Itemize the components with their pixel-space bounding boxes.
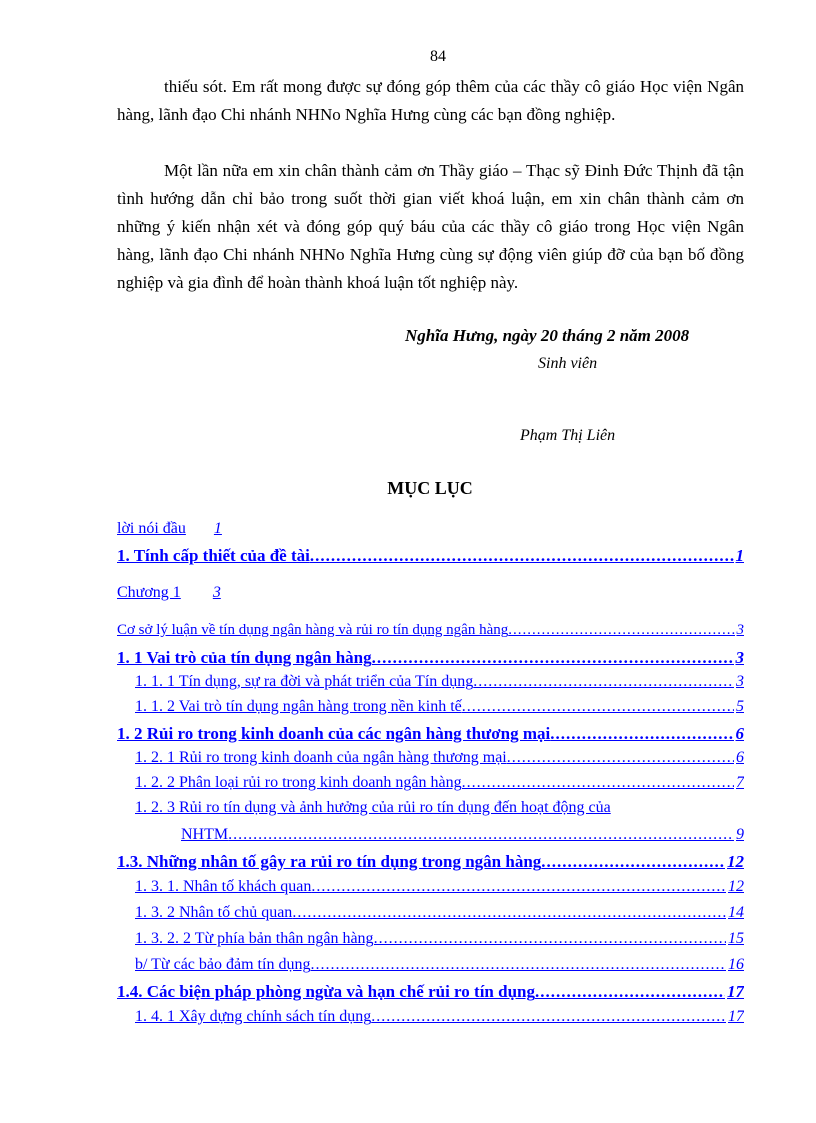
toc-leader [372, 648, 734, 668]
toc-entry-page: 3 [736, 673, 744, 690]
toc-leader [507, 749, 734, 767]
body-paragraph: Một lần nữa em xin chân thành cảm ơn Thầy giáo – Thạc sỹ Đinh Đức Thịnh đã tận tình hướng dẫn chỉ bảo trong suốt thời gian viết khoá luận, em xin chân thành cảm ơn những ý kiến nhận xét và đóng góp quý báu của các thầy cô giáo trong Học viện Ngân hàng, lãnh đạo Chi nhánh NHNo Nghĩa Hưng cùng sự động viên giúp đỡ của bạn bố đồng nghiệp và gia đình để hoàn thành khoá luận tốt nghiệp này. [117, 161, 744, 292]
toc-entry[interactable] [135, 698, 744, 716]
toc-leader [292, 904, 726, 922]
toc-entry-chapter[interactable] [117, 584, 221, 602]
toc-leader [310, 956, 726, 974]
toc-entry-text: 1. 4. 1 Xây dựng chính sách tín dụng [135, 1008, 372, 1025]
toc-entry-page: 12 [728, 878, 744, 895]
toc-entry-page: 7 [736, 774, 744, 791]
toc-entry[interactable] [135, 749, 744, 767]
toc-leader [462, 698, 734, 716]
toc-leader [541, 852, 725, 872]
toc-entry[interactable] [135, 1008, 744, 1026]
toc-leader [550, 724, 733, 744]
toc-entry[interactable] [135, 673, 744, 691]
toc-entry-page: 9 [736, 826, 744, 843]
toc-entry-text: Chương 1 [117, 584, 181, 601]
toc-entry[interactable] [117, 648, 744, 668]
toc-entry-page: 12 [727, 852, 744, 871]
toc-entry[interactable] [135, 774, 744, 792]
toc-entry-page: 3 [736, 622, 744, 638]
toc-entry-page: 6 [736, 749, 744, 766]
toc-leader [374, 930, 726, 948]
toc-entry-text: 1.4. Các biện pháp phòng ngừa và hạn chế rủi ro tín dụng [117, 982, 536, 1001]
toc-entry[interactable] [135, 878, 744, 896]
toc-leader [535, 982, 725, 1002]
toc-entry-page: 15 [728, 930, 744, 947]
toc-entry-text: b/ Từ các bảo đảm tín dụng [135, 956, 311, 973]
toc-leader [310, 546, 734, 566]
toc-entry-preface[interactable] [117, 520, 222, 538]
toc-entry-text: 1. Tính cấp thiết của đề tài [117, 546, 310, 565]
toc-entry-page: 1 [213, 520, 222, 537]
toc-entry[interactable] [117, 546, 744, 566]
toc-entry-page: 14 [728, 904, 744, 921]
toc-entry-text: 1. 2. 2 Phân loại rủi ro trong kinh doanh ngân hàng [135, 774, 462, 791]
toc-leader [508, 622, 734, 639]
toc-entry[interactable] [117, 724, 744, 744]
signature-name: Phạm Thị Liên [520, 427, 616, 444]
toc-entry-text: 1. 3. 2. 2 Từ phía bản thân ngân hàng [135, 930, 374, 947]
toc-entry-text: 1.3. Những nhân tố gây ra rủi ro tín dụng trong ngân hàng [117, 852, 542, 871]
toc-entry[interactable] [117, 852, 744, 872]
page-number: 84 [430, 48, 446, 65]
toc-leader [311, 878, 726, 896]
toc-entry-text: 1. 1 Vai trò của tín dụng ngân hàng [117, 648, 372, 667]
toc-leader [371, 1008, 726, 1026]
toc-entry-page: 3 [735, 648, 744, 667]
toc-entry[interactable] [117, 982, 744, 1002]
toc-entry-text: NHTM [181, 826, 229, 843]
signature-role: Sinh viên [538, 355, 598, 372]
toc-entry[interactable] [135, 904, 744, 922]
toc-entry-page: 1 [735, 546, 744, 565]
toc-leader [228, 826, 734, 844]
toc-entry[interactable] [135, 930, 744, 948]
toc-entry[interactable]: 1. 2. 3 Rủi ro tín dụng và ảnh hưởng của rủi ro tín dụng đến hoạt động của [135, 799, 611, 816]
toc-entry-page: 3 [212, 584, 221, 601]
toc-entry-text: Cơ sở lý luận về tín dụng ngân hàng và rủi ro tín dụng ngân hàng [117, 622, 509, 638]
toc-entry-page: 17 [728, 1008, 744, 1025]
toc-entry-continuation[interactable] [181, 826, 744, 844]
toc-entry-page: 6 [735, 724, 744, 743]
toc-entry-page: 16 [728, 956, 744, 973]
toc-entry-page: 17 [727, 982, 744, 1001]
body-paragraph: thiếu sót. Em rất mong được sự đóng góp thêm của các thầy cô giáo Học viện Ngân hàng, lãnh đạo Chi nhánh NHNo Nghĩa Hưng cùng các bạn đồng nghiệp. [117, 77, 744, 124]
toc-leader [462, 774, 734, 792]
toc-entry-text: lời nói đầu [117, 520, 186, 537]
toc-title: MỤC LỤC [387, 478, 473, 498]
toc-entry[interactable] [117, 622, 744, 639]
signature-place-date: Nghĩa Hưng, ngày 20 tháng 2 năm 2008 [405, 326, 690, 345]
toc-entry-page: 5 [736, 698, 744, 715]
toc-entry-text: 1. 2 Rủi ro trong kinh doanh của các ngân hàng thương mại [117, 724, 551, 743]
toc-entry-text: 1. 2. 1 Rủi ro trong kinh doanh của ngân hàng thương mại [135, 749, 507, 766]
toc-entry-text: 1. 1. 2 Vai trò tín dụng ngân hàng trong nền kinh tế [135, 698, 462, 715]
toc-entry[interactable] [135, 956, 744, 974]
toc-entry-text: 1. 1. 1 Tín dụng, sự ra đời và phát triển của Tín dụng [135, 673, 474, 690]
toc-entry-text: 1. 3. 1. Nhân tố khách quan [135, 878, 312, 895]
toc-entry-text: 1. 3. 2 Nhân tố chủ quan [135, 904, 293, 921]
toc-leader [473, 673, 734, 691]
